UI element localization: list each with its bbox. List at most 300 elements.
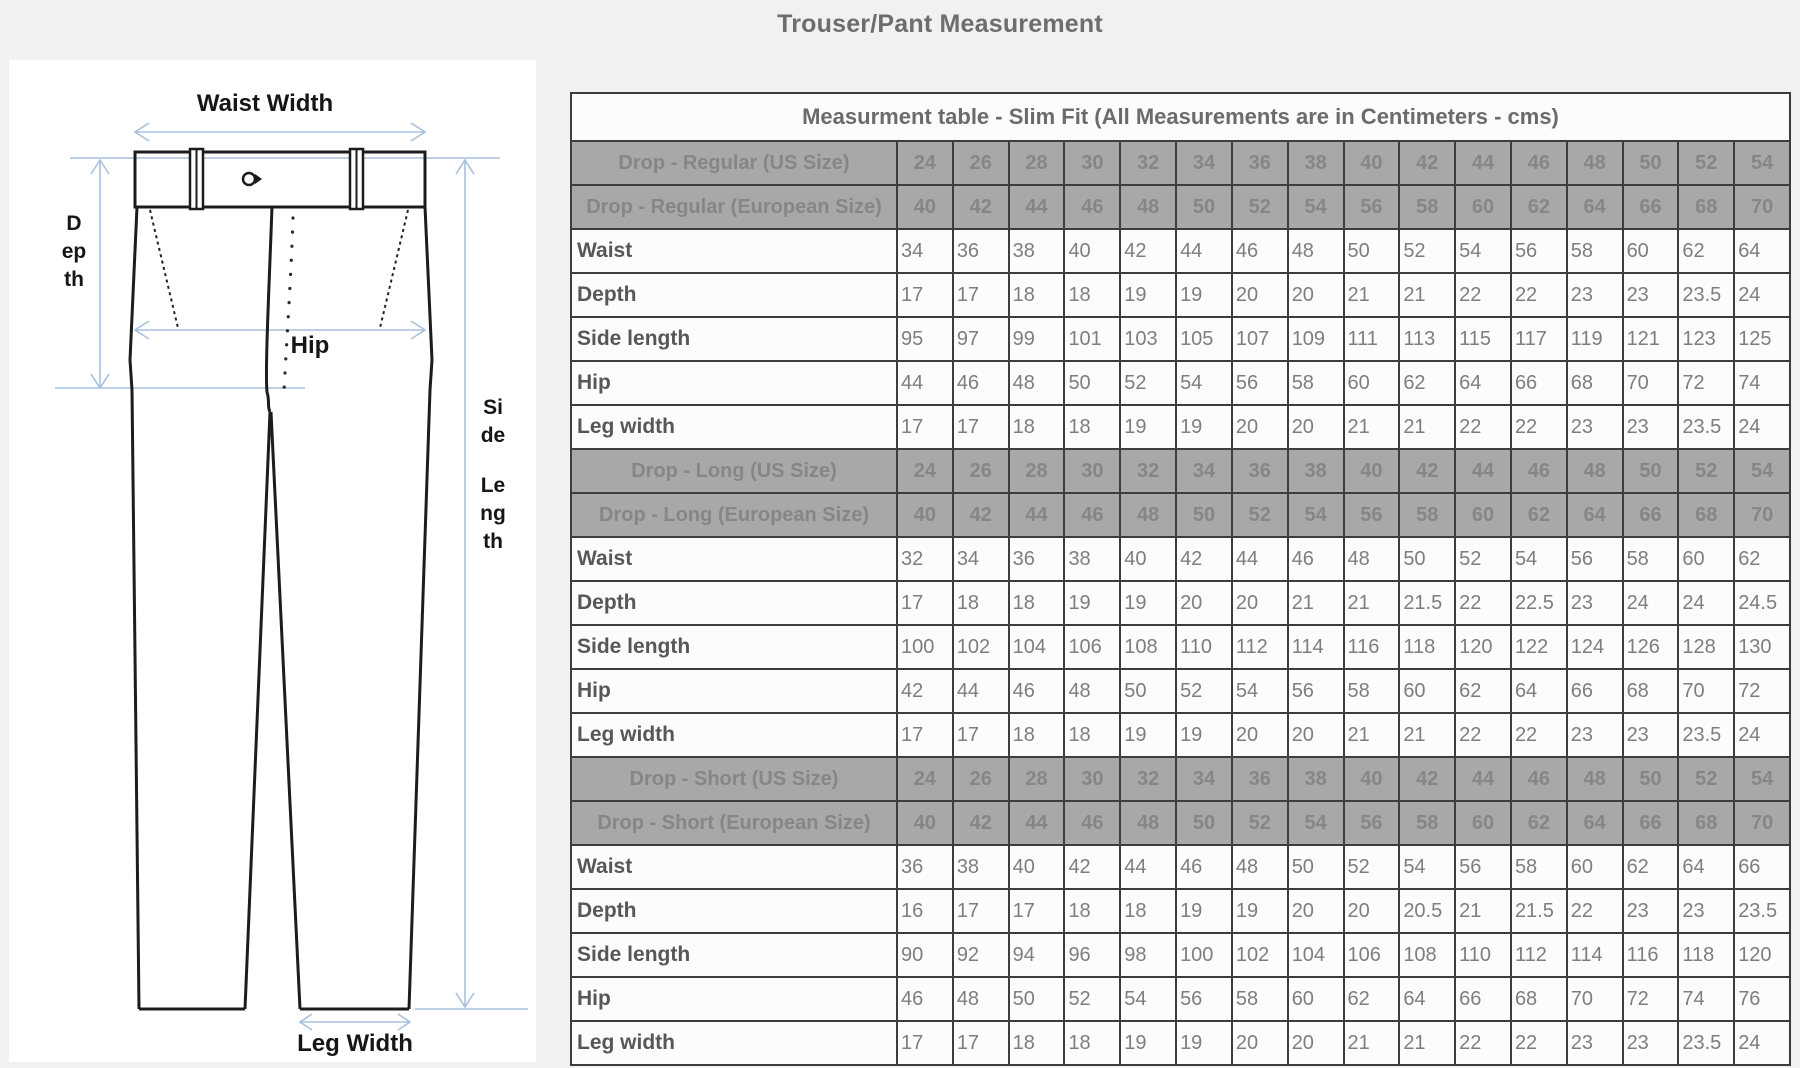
- measurement-value-cell: 111: [1344, 317, 1400, 361]
- measurement-value-cell: 20: [1232, 1021, 1288, 1065]
- measurement-value-cell: 74: [1734, 361, 1790, 405]
- measurement-value-cell: 17: [897, 273, 953, 317]
- measurement-value-cell: 40: [1120, 537, 1176, 581]
- us-size-cell: 32: [1120, 757, 1176, 801]
- measurement-value-cell: 17: [953, 405, 1009, 449]
- measurement-value-cell: 17: [1009, 889, 1065, 933]
- measurement-value-cell: 46: [1288, 537, 1344, 581]
- us-size-cell: 28: [1009, 757, 1065, 801]
- measurement-value-cell: 46: [953, 361, 1009, 405]
- eu-size-cell: 52: [1232, 185, 1288, 229]
- us-size-cell: 46: [1511, 141, 1567, 185]
- eu-size-cell: 52: [1232, 493, 1288, 537]
- measurement-value-cell: 18: [1064, 889, 1120, 933]
- eu-size-cell: 40: [897, 185, 953, 229]
- measurement-value-cell: 22: [1511, 713, 1567, 757]
- eu-size-cell: 70: [1734, 493, 1790, 537]
- measurement-value-cell: 108: [1120, 625, 1176, 669]
- measurement-value-cell: 62: [1734, 537, 1790, 581]
- measurement-value-cell: 54: [1120, 977, 1176, 1021]
- measurement-value-cell: 23.5: [1734, 889, 1790, 933]
- us-size-cell: 26: [953, 757, 1009, 801]
- measurement-value-cell: 18: [1064, 273, 1120, 317]
- measurement-value-cell: 21: [1399, 273, 1455, 317]
- measurement-value-cell: 22: [1511, 405, 1567, 449]
- us-size-cell: 48: [1567, 449, 1623, 493]
- measurement-value-cell: 56: [1232, 361, 1288, 405]
- measurement-value-cell: 23: [1623, 405, 1679, 449]
- measurement-value-cell: 58: [1344, 669, 1400, 713]
- us-size-cell: 38: [1288, 449, 1344, 493]
- us-size-cell: 54: [1734, 141, 1790, 185]
- us-size-cell: 30: [1064, 449, 1120, 493]
- measurement-value-cell: 100: [1176, 933, 1232, 977]
- eu-size-cell: 48: [1120, 185, 1176, 229]
- measurement-value-cell: 109: [1288, 317, 1344, 361]
- us-size-cell: 40: [1344, 449, 1400, 493]
- measurement-value-cell: 118: [1399, 625, 1455, 669]
- measurement-value-cell: 17: [953, 273, 1009, 317]
- measurement-value-cell: 48: [1064, 669, 1120, 713]
- measurement-value-cell: 123: [1678, 317, 1734, 361]
- measurement-row: [571, 1021, 1790, 1065]
- side-length-arrow: [456, 160, 474, 1007]
- measurement-value-cell: 36: [953, 229, 1009, 273]
- eu-size-cell: 62: [1511, 801, 1567, 845]
- depth-arrow: [91, 160, 109, 388]
- us-size-cell: 28: [1009, 141, 1065, 185]
- measurement-row-label: Depth: [571, 889, 897, 933]
- measurement-value-cell: 50: [1288, 845, 1344, 889]
- measurement-value-cell: 21: [1344, 1021, 1400, 1065]
- eu-size-cell: 42: [953, 801, 1009, 845]
- leg-width-arrow: [300, 1014, 410, 1030]
- measurement-row: [571, 669, 1790, 713]
- measurement-row-label: Side length: [571, 317, 897, 361]
- measurement-value-cell: 20: [1232, 273, 1288, 317]
- measurement-value-cell: 66: [1455, 977, 1511, 1021]
- measurement-value-cell: 124: [1567, 625, 1623, 669]
- measurement-value-cell: 50: [1399, 537, 1455, 581]
- measurement-value-cell: 118: [1678, 933, 1734, 977]
- measurement-value-cell: 42: [1120, 229, 1176, 273]
- measurement-value-cell: 106: [1064, 625, 1120, 669]
- measurement-value-cell: 104: [1288, 933, 1344, 977]
- measurement-value-cell: 24: [1734, 713, 1790, 757]
- us-size-cell: 24: [897, 141, 953, 185]
- us-size-cell: 34: [1176, 141, 1232, 185]
- measurement-value-cell: 34: [897, 229, 953, 273]
- us-size-cell: 24: [897, 757, 953, 801]
- us-size-cell: 48: [1567, 141, 1623, 185]
- measurement-value-cell: 22: [1511, 1021, 1567, 1065]
- measurement-value-cell: 23: [1567, 1021, 1623, 1065]
- us-size-cell: 34: [1176, 757, 1232, 801]
- measurement-value-cell: 66: [1734, 845, 1790, 889]
- measurement-value-cell: 48: [1009, 361, 1065, 405]
- measurement-value-cell: 58: [1567, 229, 1623, 273]
- waistband: [135, 152, 425, 207]
- eu-size-cell: 50: [1176, 493, 1232, 537]
- measurement-value-cell: 44: [1120, 845, 1176, 889]
- measurement-value-cell: 17: [897, 713, 953, 757]
- eu-size-cell: 54: [1288, 493, 1344, 537]
- measurement-value-cell: 18: [1064, 405, 1120, 449]
- measurement-value-cell: 58: [1232, 977, 1288, 1021]
- eu-size-header-row: [571, 185, 1790, 229]
- us-size-cell: 46: [1511, 757, 1567, 801]
- measurement-value-cell: 50: [1009, 977, 1065, 1021]
- measurement-value-cell: 102: [953, 625, 1009, 669]
- us-size-cell: 40: [1344, 141, 1400, 185]
- measurement-value-cell: 68: [1511, 977, 1567, 1021]
- measurement-value-cell: 21: [1344, 405, 1400, 449]
- measurement-value-cell: 20: [1288, 273, 1344, 317]
- right-inner-edge: [271, 412, 300, 1009]
- measurement-value-cell: 21: [1344, 581, 1400, 625]
- eu-size-cell: 58: [1399, 185, 1455, 229]
- eu-size-cell: 40: [897, 801, 953, 845]
- eu-size-cell: 44: [1009, 493, 1065, 537]
- measurement-value-cell: 23: [1623, 713, 1679, 757]
- measurement-value-cell: 58: [1623, 537, 1679, 581]
- measurement-value-cell: 107: [1232, 317, 1288, 361]
- measurement-value-cell: 119: [1567, 317, 1623, 361]
- measurement-value-cell: 125: [1734, 317, 1790, 361]
- measurement-value-cell: 44: [1176, 229, 1232, 273]
- waist-button: [243, 173, 255, 185]
- measurement-value-cell: 90: [897, 933, 953, 977]
- us-size-cell: 28: [1009, 449, 1065, 493]
- measurement-value-cell: 112: [1511, 933, 1567, 977]
- us-size-cell: 50: [1623, 141, 1679, 185]
- measurement-value-cell: 64: [1511, 669, 1567, 713]
- eu-size-cell: 58: [1399, 493, 1455, 537]
- us-size-cell: 54: [1734, 449, 1790, 493]
- left-inner-edge: [245, 412, 270, 1009]
- measurement-value-cell: 46: [1009, 669, 1065, 713]
- measurement-value-cell: 17: [953, 1021, 1009, 1065]
- us-size-cell: 32: [1120, 141, 1176, 185]
- eu-size-cell: 40: [897, 493, 953, 537]
- measurement-value-cell: 17: [953, 889, 1009, 933]
- measurement-value-cell: 72: [1734, 669, 1790, 713]
- eu-size-cell: 42: [953, 185, 1009, 229]
- measurement-value-cell: 24: [1678, 581, 1734, 625]
- us-size-cell: 34: [1176, 449, 1232, 493]
- eu-size-cell: 46: [1064, 185, 1120, 229]
- waist-width-label: Waist Width: [196, 90, 334, 117]
- trouser-diagram-svg: [9, 60, 536, 1062]
- measurement-value-cell: 21.5: [1399, 581, 1455, 625]
- measurement-value-cell: 60: [1288, 977, 1344, 1021]
- measurement-value-cell: 62: [1455, 669, 1511, 713]
- measurement-value-cell: 38: [953, 845, 1009, 889]
- eu-size-cell: 48: [1120, 801, 1176, 845]
- eu-size-cell: 64: [1567, 493, 1623, 537]
- eu-size-cell: 68: [1678, 185, 1734, 229]
- measurement-value-cell: 130: [1734, 625, 1790, 669]
- measurement-value-cell: 17: [897, 1021, 953, 1065]
- measurement-value-cell: 23.5: [1678, 1021, 1734, 1065]
- measurement-value-cell: 114: [1567, 933, 1623, 977]
- us-size-cell: 36: [1232, 141, 1288, 185]
- us-size-cell: 38: [1288, 757, 1344, 801]
- measurement-value-cell: 64: [1455, 361, 1511, 405]
- measurement-value-cell: 18: [1120, 889, 1176, 933]
- measurement-value-cell: 16: [897, 889, 953, 933]
- measurement-row: [571, 361, 1790, 405]
- us-size-header-row: [571, 449, 1790, 493]
- us-size-section-label: Drop - Long (US Size): [571, 449, 897, 493]
- eu-size-cell: 56: [1344, 801, 1400, 845]
- measurement-value-cell: 24: [1734, 273, 1790, 317]
- us-size-cell: 46: [1511, 449, 1567, 493]
- measurement-row: [571, 537, 1790, 581]
- measurement-value-cell: 114: [1288, 625, 1344, 669]
- measurement-value-cell: 60: [1344, 361, 1400, 405]
- measurement-value-cell: 23: [1567, 405, 1623, 449]
- measurement-value-cell: 52: [1120, 361, 1176, 405]
- measurement-value-cell: 46: [897, 977, 953, 1021]
- measurement-table-body: [571, 141, 1790, 1065]
- measurement-value-cell: 21: [1288, 581, 1344, 625]
- measurement-value-cell: 40: [1064, 229, 1120, 273]
- measurement-value-cell: 70: [1678, 669, 1734, 713]
- eu-size-cell: 50: [1176, 185, 1232, 229]
- eu-size-header-row: [571, 801, 1790, 845]
- measurement-value-cell: 21: [1399, 405, 1455, 449]
- measurement-value-cell: 76: [1734, 977, 1790, 1021]
- depth-label: Depth: [61, 212, 87, 291]
- page-title: Trouser/Pant Measurement: [777, 10, 1103, 38]
- measurement-value-cell: 52: [1455, 537, 1511, 581]
- eu-size-cell: 54: [1288, 185, 1344, 229]
- eu-size-section-label: Drop - Short (European Size): [571, 801, 897, 845]
- measurement-value-cell: 58: [1511, 845, 1567, 889]
- measurement-value-cell: 62: [1344, 977, 1400, 1021]
- measurement-value-cell: 74: [1678, 977, 1734, 1021]
- measurement-value-cell: 70: [1623, 361, 1679, 405]
- measurement-row-label: Waist: [571, 229, 897, 273]
- measurement-value-cell: 19: [1120, 273, 1176, 317]
- measurement-value-cell: 112: [1232, 625, 1288, 669]
- measurement-value-cell: 20: [1288, 1021, 1344, 1065]
- measurement-value-cell: 104: [1009, 625, 1065, 669]
- eu-size-cell: 66: [1623, 801, 1679, 845]
- measurement-value-cell: 23: [1567, 273, 1623, 317]
- measurement-value-cell: 38: [1009, 229, 1065, 273]
- us-size-cell: 42: [1399, 757, 1455, 801]
- measurement-row-label: Leg width: [571, 1021, 897, 1065]
- pocket-stitching: [150, 210, 408, 328]
- measurement-row: [571, 933, 1790, 977]
- us-size-cell: 36: [1232, 449, 1288, 493]
- measurement-row: [571, 273, 1790, 317]
- measurement-row-label: Leg width: [571, 713, 897, 757]
- measurement-value-cell: 56: [1567, 537, 1623, 581]
- us-size-cell: 36: [1232, 757, 1288, 801]
- measurement-value-cell: 21: [1344, 273, 1400, 317]
- measurement-row: [571, 977, 1790, 1021]
- measurement-value-cell: 18: [1009, 713, 1065, 757]
- eu-size-section-label: Drop - Long (European Size): [571, 493, 897, 537]
- measurement-value-cell: 97: [953, 317, 1009, 361]
- measurement-value-cell: 68: [1623, 669, 1679, 713]
- us-size-cell: 42: [1399, 449, 1455, 493]
- measurement-value-cell: 23: [1623, 1021, 1679, 1065]
- measurement-value-cell: 22: [1455, 713, 1511, 757]
- trouser-diagram-panel: [9, 60, 536, 1062]
- measurement-value-cell: 66: [1567, 669, 1623, 713]
- measurement-value-cell: 46: [1176, 845, 1232, 889]
- left-outer-edge: [130, 207, 139, 1009]
- measurement-value-cell: 52: [1399, 229, 1455, 273]
- measurement-row-label: Waist: [571, 845, 897, 889]
- eu-size-cell: 44: [1009, 801, 1065, 845]
- measurement-value-cell: 34: [953, 537, 1009, 581]
- measurement-value-cell: 113: [1399, 317, 1455, 361]
- measurement-value-cell: 105: [1176, 317, 1232, 361]
- us-size-cell: 44: [1455, 141, 1511, 185]
- measurement-value-cell: 48: [953, 977, 1009, 1021]
- measurement-row-label: Hip: [571, 669, 897, 713]
- measurement-value-cell: 42: [1064, 845, 1120, 889]
- measurement-value-cell: 116: [1344, 625, 1400, 669]
- measurement-value-cell: 108: [1399, 933, 1455, 977]
- measurement-value-cell: 18: [1009, 273, 1065, 317]
- us-size-cell: 50: [1623, 449, 1679, 493]
- measurement-value-cell: 19: [1064, 581, 1120, 625]
- measurement-value-cell: 19: [1232, 889, 1288, 933]
- measurement-value-cell: 36: [897, 845, 953, 889]
- eu-size-cell: 64: [1567, 185, 1623, 229]
- measurement-value-cell: 96: [1064, 933, 1120, 977]
- measurement-value-cell: 62: [1399, 361, 1455, 405]
- measurement-value-cell: 98: [1120, 933, 1176, 977]
- us-size-cell: 52: [1678, 449, 1734, 493]
- measurement-row-label: Side length: [571, 933, 897, 977]
- us-size-cell: 50: [1623, 757, 1679, 801]
- measurement-value-cell: 62: [1678, 229, 1734, 273]
- measurement-value-cell: 72: [1623, 977, 1679, 1021]
- measurement-value-cell: 20: [1232, 405, 1288, 449]
- measurement-value-cell: 126: [1623, 625, 1679, 669]
- measurement-value-cell: 48: [1344, 537, 1400, 581]
- us-size-cell: 38: [1288, 141, 1344, 185]
- measurement-value-cell: 20: [1344, 889, 1400, 933]
- eu-size-cell: 52: [1232, 801, 1288, 845]
- measurement-value-cell: 19: [1120, 1021, 1176, 1065]
- measurement-value-cell: 18: [953, 581, 1009, 625]
- measurement-value-cell: 60: [1678, 537, 1734, 581]
- leg-width-label: Leg Width: [297, 1030, 413, 1057]
- measurement-value-cell: 18: [1009, 405, 1065, 449]
- measurement-value-cell: 23: [1623, 273, 1679, 317]
- side-length-label: [479, 394, 507, 556]
- measurement-value-cell: 23: [1567, 581, 1623, 625]
- measurement-value-cell: 19: [1176, 405, 1232, 449]
- measurement-value-cell: 22: [1567, 889, 1623, 933]
- measurement-value-cell: 21: [1399, 1021, 1455, 1065]
- measurement-value-cell: 40: [1009, 845, 1065, 889]
- eu-size-section-label: Drop - Regular (European Size): [571, 185, 897, 229]
- measurement-row: [571, 317, 1790, 361]
- measurement-value-cell: 99: [1009, 317, 1065, 361]
- measurement-value-cell: 52: [1176, 669, 1232, 713]
- measurement-value-cell: 56: [1511, 229, 1567, 273]
- measurement-row: [571, 845, 1790, 889]
- us-size-cell: 52: [1678, 757, 1734, 801]
- measurement-value-cell: 21.5: [1511, 889, 1567, 933]
- measurement-value-cell: 20: [1288, 405, 1344, 449]
- measurement-value-cell: 121: [1623, 317, 1679, 361]
- measurement-value-cell: 68: [1567, 361, 1623, 405]
- eu-size-cell: 70: [1734, 801, 1790, 845]
- measurement-value-cell: 64: [1399, 977, 1455, 1021]
- measurement-value-cell: 23: [1678, 889, 1734, 933]
- measurement-value-cell: 17: [897, 405, 953, 449]
- measurement-value-cell: 24: [1734, 1021, 1790, 1065]
- eu-size-cell: 46: [1064, 493, 1120, 537]
- measurement-value-cell: 60: [1567, 845, 1623, 889]
- measurement-value-cell: 20: [1232, 581, 1288, 625]
- eu-size-cell: 68: [1678, 801, 1734, 845]
- measurement-value-cell: 20: [1232, 713, 1288, 757]
- measurement-value-cell: 22: [1511, 273, 1567, 317]
- measurement-value-cell: 64: [1734, 229, 1790, 273]
- table-title-row: [571, 93, 1790, 141]
- measurement-value-cell: 19: [1120, 713, 1176, 757]
- us-size-cell: 48: [1567, 757, 1623, 801]
- eu-size-cell: 54: [1288, 801, 1344, 845]
- eu-size-cell: 58: [1399, 801, 1455, 845]
- eu-size-cell: 46: [1064, 801, 1120, 845]
- measurement-value-cell: 56: [1176, 977, 1232, 1021]
- measurement-value-cell: 54: [1455, 229, 1511, 273]
- us-size-cell: 24: [897, 449, 953, 493]
- measurement-value-cell: 115: [1455, 317, 1511, 361]
- measurement-value-cell: 19: [1176, 273, 1232, 317]
- eu-size-header-row: [571, 493, 1790, 537]
- table-title: Measurment table - Slim Fit (All Measurements are in Centimeters - cms): [571, 93, 1790, 141]
- measurement-row-label: Depth: [571, 581, 897, 625]
- eu-size-cell: 60: [1455, 185, 1511, 229]
- measurement-value-cell: 106: [1344, 933, 1400, 977]
- measurement-value-cell: 48: [1232, 845, 1288, 889]
- measurement-value-cell: 92: [953, 933, 1009, 977]
- measurement-value-cell: 18: [1064, 713, 1120, 757]
- measurement-value-cell: 44: [953, 669, 1009, 713]
- eu-size-cell: 56: [1344, 185, 1400, 229]
- measurement-row-label: Side length: [571, 625, 897, 669]
- measurement-value-cell: 60: [1623, 229, 1679, 273]
- measurement-value-cell: 22: [1455, 581, 1511, 625]
- measurement-value-cell: 44: [1232, 537, 1288, 581]
- us-size-header-row: [571, 757, 1790, 801]
- measurement-table: [570, 92, 1791, 1066]
- fly-seam: [266, 207, 272, 412]
- measurement-value-cell: 20.5: [1399, 889, 1455, 933]
- eu-size-cell: 60: [1455, 801, 1511, 845]
- eu-size-cell: 44: [1009, 185, 1065, 229]
- measurement-value-cell: 64: [1678, 845, 1734, 889]
- us-size-cell: 40: [1344, 757, 1400, 801]
- measurement-value-cell: 117: [1511, 317, 1567, 361]
- measurement-value-cell: 24.5: [1734, 581, 1790, 625]
- measurement-value-cell: 22.5: [1511, 581, 1567, 625]
- eu-size-cell: 48: [1120, 493, 1176, 537]
